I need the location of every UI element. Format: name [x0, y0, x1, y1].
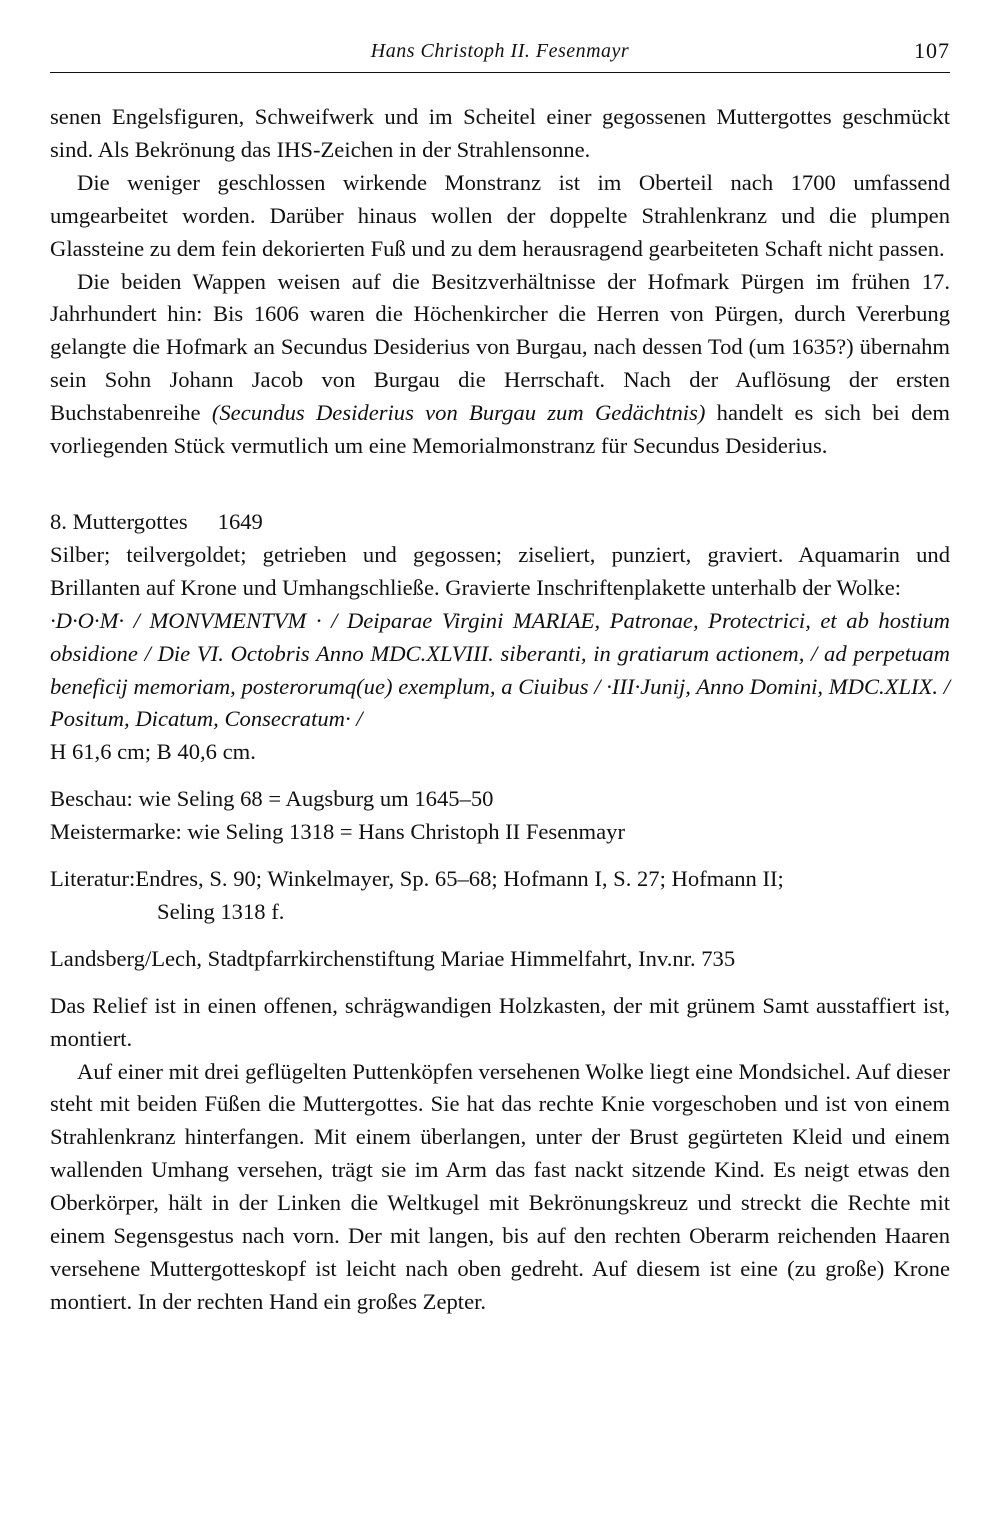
description-figure: Auf einer mit drei geflügelten Puttenköpfen versehenen Wolke liegt eine Mondsichel. Auf dieser steht mit beiden Füßen die Muttergottes. Sie hat das rechte Knie vorgeschoben und ist von einem Strahlenkranz hinterfangen. Mit einem überlangen, unter der Brust gegürteten Kleid und einem wallenden Umhang versehen, trägt sie im Arm das fast nackt sitzende Kind. Es neigt etwas den Oberkörper, hält in der Linken die Weltkugel mit Bekrönungskreuz und streckt die Rechte mit einem Segensgestus nach vorn. Der mit langen, bis auf den rechten Oberarm reichenden Haaren versehene Muttergotteskopf ist leicht nach oben gedreht. Auf diesem ist eine (zu große) Krone montiert. In der rechten Hand ein großes Zepter.	[50, 1058, 951, 1314]
maker-mark: Meistermarke: wie Seling 1318 = Hans Christoph II Fesenmayr	[50, 819, 625, 845]
paragraph-coats-of-arms	[50, 266, 950, 463]
literature-continuation: Seling 1318 f.	[157, 898, 285, 924]
object-location: Landsberg/Lech, Stadtpfarrkirchenstiftung Mariae Himmelfahrt, Inv.nr. 735	[50, 945, 736, 971]
dimensions: H 61,6 cm; B 40,6 cm.	[50, 739, 256, 765]
literature-text: Endres, S. 90; Winkelmayer, Sp. 65–68; Hofmann I, S. 27; Hofmann II;	[135, 866, 784, 892]
page-number: 107	[914, 38, 950, 63]
running-title: Hans Christoph II. Fesenmayr	[370, 40, 630, 62]
materials-description: Silber; teilvergoldet; getrieben und gegossen; ziseliert, punziert, graviert. Aquamarin und Brillanten auf Krone und Umhangschließe. Gravierte Inschriftenplakette unterhalb der Wolke:	[50, 541, 950, 600]
beschau-mark: Beschau: wie Seling 68 = Augsburg um 1645–50	[50, 786, 494, 812]
paragraph-monstranz-remodel: Die weniger geschlossen wirkende Monstranz ist im Oberteil nach 1700 umfassend umgearbeitet worden. Darüber hinaus wollen der doppelte Strahlenkranz und die plumpen Glassteine zu dem fein dekorierten Fuß und zu dem herausragend gearbeiteten Schaft nicht passen.	[50, 169, 950, 261]
running-header	[50, 38, 950, 73]
paragraph-coats-of-arms-text-a: Die beiden Wappen weisen auf die Besitzverhältnisse der Hofmark Pürgen im frühen 17. Jahrhundert hin: Bis 1606 waren die Höchenkircher die Herren von Pürgen, durch Vererbung gelangte die Hofmark an Secundus Desiderius von Burgau, nach dessen Tod (um 1635?) übernahm sein Sohn Johann Jacob von Burgau die Herrschaft. Nach der Auflösung der ersten Buchstabenreihe	[50, 268, 950, 426]
literature-label: Literatur:	[50, 866, 136, 892]
inscription-resolution: (Secundus Desiderius von Burgau zum Gedächtnis)	[211, 400, 706, 426]
catalog-entry-title: 8. Muttergottes	[50, 508, 188, 534]
literature-reference	[50, 863, 950, 896]
paragraph-continuation: senen Engelsfiguren, Schweifwerk und im Scheitel einer gegossenen Muttergottes geschmückt sind. Als Bekrönung das IHS-Zeichen in der Strahlensonne.	[50, 104, 950, 162]
catalog-entry-heading	[50, 506, 950, 539]
description-mounting: Das Relief ist in einen offenen, schrägwandigen Holzkasten, der mit grünem Samt ausstaffiert ist, montiert.	[50, 992, 950, 1051]
paragraph-coats-of-arms-text-b: handelt es sich bei dem vorliegenden Stück vermutlich um eine Memorialmonstranz für Secundus Desiderius.	[50, 400, 950, 459]
inscription-text: ·D·O·M· / MONVMENTVM · / Deiparae Virgini MARIAE, Patronae, Protectrici, et ab hostium obsidione / Die VI. Octobris Anno MDC.XLVIII. siberanti, in gratiarum actionem, / ad perpetuam beneficij memoriam, posterorumq(ue) exemplum, a Ciuibus / ·III·Junij, Anno Domini, MDC.XLIX. / Positum, Dicatum, Consecratum· /	[50, 607, 950, 732]
catalog-entry-year: 1649	[217, 508, 263, 534]
page-body	[50, 101, 950, 1319]
